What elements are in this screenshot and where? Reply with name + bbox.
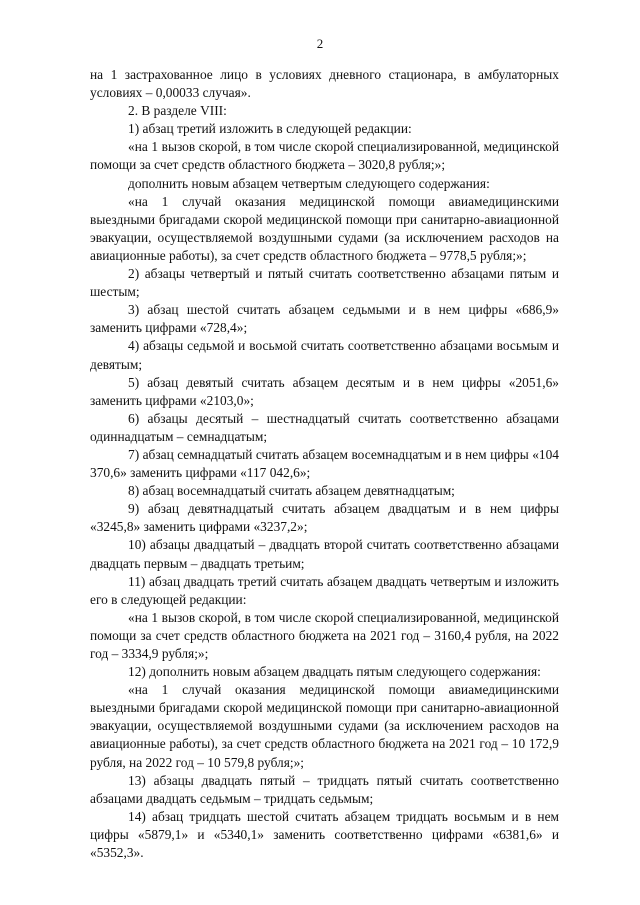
- paragraph-continuation: на 1 застрахованное лицо в условиях дневного стационара, в амбулаторных условиях – 0,00033 случая».: [90, 67, 559, 101]
- document-body: [90, 66, 559, 862]
- quoted-paragraph: «на 1 вызов скорой, в том числе скорой специализированной, медицинской помощи за счет средств областного бюджета – 3020,8 рубля;»;: [90, 139, 559, 173]
- quoted-paragraph: «на 1 вызов скорой, в том числе скорой специализированной, медицинской помощи за счет средств областного бюджета на 2021 год – 3160,4 рубля, на 2022 год – 3334,9 рубля;»;: [90, 609, 559, 661]
- paragraph-item-12: 12) дополнить новым абзацем двадцать пятым следующего содержания:: [128, 664, 541, 680]
- paragraph: дополнить новым абзацем четвертым следующего содержания:: [128, 175, 490, 191]
- paragraph-item-9: 9) абзац девятнадцатый считать абзацем двадцатым и в нем цифры «3245,8» заменить цифрами «3237,2»;: [90, 501, 559, 535]
- paragraph-item-5: 5) абзац девятый считать абзацем десятым и в нем цифры «2051,6» заменить цифрами «2103,0»;: [90, 374, 559, 408]
- section-heading: 2. В разделе VIII:: [128, 103, 227, 119]
- paragraph-item-7: 7) абзац семнадцатый считать абзацем восемнадцатым и в нем цифры «104 370,6» заменить цифрами «117 042,6»;: [90, 446, 559, 481]
- paragraph-item-1: 1) абзац третий изложить в следующей редакции:: [128, 121, 412, 137]
- page-number: 2: [316, 36, 324, 51]
- paragraph-item-6: 6) абзацы десятый – шестнадцатый считать соответственно абзацами одиннадцатым – семнадцатым;: [90, 410, 559, 444]
- quoted-paragraph: «на 1 случай оказания медицинской помощи авиамедицинскими выездными бригадами скорой медицинской помощи при санитарно-авиационной эвакуации, осуществляемой воздушными судами (за исключением расходов на авиационные работы), за счет средств областного бюджета на 2021 год – 10 172,9 рубля, на 2022 год – 10 579,8 рубля;»;: [90, 682, 559, 770]
- quoted-paragraph: «на 1 случай оказания медицинской помощи авиамедицинскими выездными бригадами скорой медицинской помощи при санитарно-авиационной эвакуации, осуществляемой воздушными судами (за исключением расходов на авиационные работы), за счет средств областного бюджета – 9778,5 рубля;»;: [90, 193, 559, 263]
- paragraph-item-8: 8) абзац восемнадцатый считать абзацем девятнадцатым;: [128, 483, 455, 499]
- paragraph-item-4: 4) абзацы седьмой и восьмой считать соответственно абзацами восьмым и девятым;: [90, 338, 559, 372]
- paragraph-item-3: 3) абзац шестой считать абзацем седьмыми и в нем цифры «686,9» заменить цифрами «728,4»;: [90, 302, 559, 336]
- paragraph-item-14: 14) абзац тридцать шестой считать абзацем тридцать восьмым и в нем цифры «5879,1» и «5340,1» заменить соответственно цифрами «6381,6» и «5352,3».: [90, 808, 559, 861]
- paragraph-item-13: 13) абзацы двадцать пятый – тридцать пятый считать соответственно абзацами двадцать седьмым – тридцать седьмым;: [90, 772, 559, 806]
- paragraph-item-2: 2) абзацы четвертый и пятый считать соответственно абзацами пятым и шестым;: [90, 266, 559, 300]
- paragraph-item-10: 10) абзацы двадцатый – двадцать второй считать соответственно абзацами двадцать первым – двадцать третьим;: [90, 537, 559, 571]
- paragraph-item-11: 11) абзац двадцать третий считать абзацем двадцать четвертым и изложить его в следующей редакции:: [90, 573, 559, 607]
